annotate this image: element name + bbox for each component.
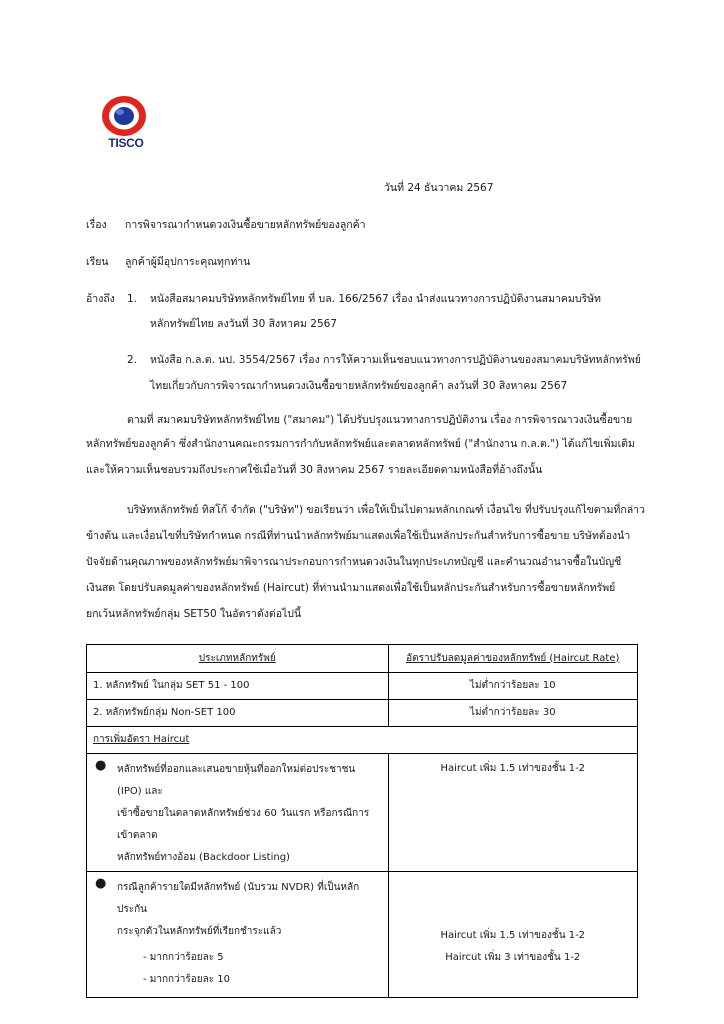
bullet-1-line: เข้าซื้อขายในตลาดหลักทรัพย์ช่วง 60 วันแรก หรือกรณีการเข้าตลาด (117, 808, 370, 841)
paragraph-1-line: ตามที่ สมาคมบริษัทหลักทรัพย์ไทย ("สมาคม") ได้ปรับปรุงแนวทางการปฏิบัติงาน เรื่อง การพิจารณาวงเงินซื้อขาย (127, 414, 633, 426)
haircut-rate-table (86, 644, 638, 998)
paragraph-2-line: ปัจจัยด้านคุณภาพของหลักทรัพย์มาพิจารณาประกอบการกำหนดวงเงินในทุกประเภทบัญชี และคำนวณอำนาจซื้อในบัญชี (86, 556, 622, 568)
bullet-2-sub-rate: Haircut เพิ่ม 3 เท่าของชั้น 1-2 (445, 952, 581, 963)
logo-wordmark: TISCO (108, 136, 144, 150)
bullet-2-line: กระจุกตัวในหลักทรัพย์ที่เรียกชำระแล้ว (117, 926, 282, 937)
bullet-1-line: หลักทรัพย์ที่ออกและเสนอขายหุ้นที่ออกใหม่ต่อประชาชน (IPO) และ (117, 764, 356, 797)
paragraph-2-line: บริษัทหลักทรัพย์ ทิสโก้ จำกัด ("บริษัท") ขอเรียนว่า เพื่อให้เป็นไปตามหลักเกณฑ์ เงื่อนไข ที่ปรับปรุงแก้ไขตามที่กล่าว (127, 504, 645, 516)
row-rate: ไม่ต่ำกว่าร้อยละ 10 (469, 680, 556, 691)
table-row (87, 754, 638, 872)
row-rate: ไม่ต่ำกว่าร้อยละ 30 (469, 707, 556, 718)
row-type: 1. หลักทรัพย์ ในกลุ่ม SET 51 - 100 (93, 680, 250, 691)
table-row (87, 872, 638, 998)
reference-label: อ้างถึง (86, 293, 115, 305)
to-label: เรียน (86, 256, 109, 268)
bullet-icon: ● (95, 876, 107, 891)
to-text: ลูกค้าผู้มีอุปการะคุณทุกท่าน (125, 256, 251, 268)
bullet-1-rate: Haircut เพิ่ม 1.5 เท่าของชั้น 1-2 (440, 763, 586, 774)
bullet-2-sub-label: - มากกว่าร้อยละ 10 (143, 974, 230, 985)
reference-1-number: 1. (127, 293, 138, 305)
bullet-2-sub-rate: Haircut เพิ่ม 1.5 เท่าของชั้น 1-2 (440, 930, 586, 941)
reference-2-number: 2. (127, 354, 138, 366)
section-title: การเพิ่มอัตรา Haircut (93, 734, 190, 745)
bullet-1-line: หลักทรัพย์ทางอ้อม (Backdoor Listing) (117, 852, 290, 863)
bullet-icon: ● (95, 758, 107, 773)
table-header-type: ประเภทหลักทรัพย์ (87, 645, 389, 673)
bullet-2-sub-label: - มากกว่าร้อยละ 5 (143, 952, 224, 963)
paragraph-1-line: หลักทรัพย์ของลูกค้า ซึ่งสำนักงานคณะกรรมการกำกับหลักทรัพย์และตลาดหลักทรัพย์ ("สำนักงาน ก.ล.ต.") ได้แก้ไขเพิ่มเติม (86, 438, 635, 450)
reference-2-line2: ไทยเกี่ยวกับการพิจารณากำหนดวงเงินซื้อขายหลักทรัพย์ของลูกค้า ลงวันที่ 30 สิงหาคม 2567 (150, 380, 568, 392)
table-row (87, 700, 638, 727)
subject-text: การพิจารณากำหนดวงเงินซื้อขายหลักทรัพย์ของลูกค้า (125, 219, 366, 231)
table-header-rate: อัตราปรับลดมูลค่าของหลักทรัพย์ (Haircut Rate) (388, 645, 638, 673)
row-type: 2. หลักทรัพย์กลุ่ม Non-SET 100 (93, 707, 236, 718)
paragraph-2-line: เงินสด โดยปรับลดมูลค่าของหลักทรัพย์ (Haircut) ที่ท่านนำมาแสดงเพื่อใช้เป็นหลักประกันสำหรับการซื้อขายหลักทรัพย์ (86, 582, 616, 594)
paragraph-2-line: ข้างต้น และเงื่อนไขที่บริษัทกำหนด กรณีที่ท่านนำหลักทรัพย์มาแสดงเพื่อใช้เป็นหลักประกันสำหรับการซื้อขาย บริษัทต้องนำ (86, 530, 631, 542)
reference-1-line1: หนังสือสมาคมบริษัทหลักทรัพย์ไทย ที่ บล. 166/2567 เรื่อง นำส่งแนวทางการปฏิบัติงานสมาคมบริษัท (150, 293, 601, 305)
paragraph-1-line: และให้ความเห็นชอบรวมถึงประกาศใช้เมื่อวันที่ 30 สิงหาคม 2567 รายละเอียดตามหนังสือที่อ้างถึงนั้น (86, 464, 543, 476)
table-row (87, 673, 638, 700)
table-header-row (87, 645, 638, 673)
letter-date: วันที่ 24 ธันวาคม 2567 (384, 182, 494, 194)
reference-2-line1: หนังสือ ก.ล.ต. นป. 3554/2567 เรื่อง การให้ความเห็นชอบแนวทางการปฏิบัติงานของสมาคมบริษัทหลักทรัพย์ (150, 354, 641, 366)
paragraph-2-line: ยกเว้นหลักทรัพย์กลุ่ม SET50 ในอัตราดังต่อไปนี้ (86, 608, 302, 620)
reference-1-line2: หลักทรัพย์ไทย ลงวันที่ 30 สิงหาคม 2567 (150, 318, 337, 330)
bullet-2-line: กรณีลูกค้ารายใดมีหลักทรัพย์ (นับรวม NVDR) ที่เป็นหลักประกัน (117, 882, 360, 915)
subject-label: เรื่อง (86, 219, 107, 231)
table-section-row (87, 727, 638, 754)
